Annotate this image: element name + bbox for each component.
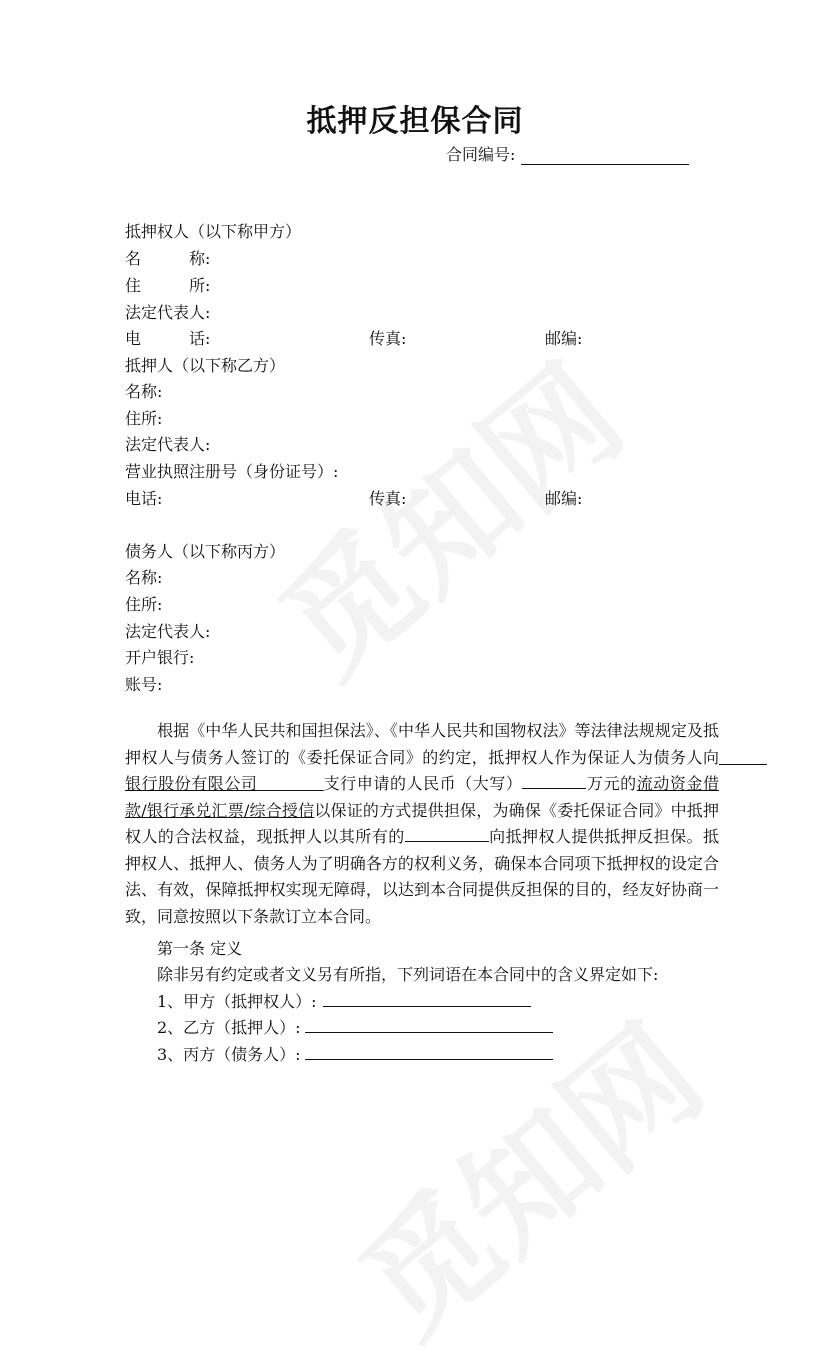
mortgagor-phone-label: 电话: [125,489,163,508]
mortgagor-fax-label: 传真: [369,489,407,508]
debtor-heading: 债务人（以下称丙方） [125,542,286,561]
definition-1-blank [323,990,531,1007]
property-blank [405,825,489,842]
preamble-text-3: 万元的 [586,774,637,793]
debtor-address-label: 住所: [125,595,163,614]
mortgagor-postcode-label: 邮编: [545,489,583,508]
mortgagee-name-label: 名 称: [125,249,211,268]
mortgagor-address-label: 住所: [125,409,163,428]
definition-2-blank [305,1016,553,1033]
contract-number [446,142,689,165]
debtor-account-label: 账号: [125,675,163,694]
mortgagor-rep-label: 法定代表人: [125,435,211,454]
bank-name-text: 银行股份有限公司 [125,774,258,793]
definition-2 [125,1015,553,1038]
debtor-name-label: 名称: [125,568,163,587]
article-1-heading: 第一条 定义 [125,939,243,958]
definition-2-label: 2、乙方（抵押人）: [125,1018,301,1037]
mortgagee-phone-label: 电 话: [125,329,211,348]
mortgagee-heading: 抵押权人（以下称甲方） [125,222,302,241]
mortgagor-heading: 抵押人（以下称乙方） [125,356,286,375]
definition-1 [125,989,531,1012]
definition-1-label: 1、甲方（抵押权人）: [125,992,317,1011]
document-title: 抵押反担保合同 [306,104,524,139]
amount-blank [522,772,586,789]
contract-number-blank [521,146,689,165]
debtor-bank-label: 开户银行: [125,648,195,667]
mortgagee-fax-label: 传真: [369,329,407,348]
preamble-text-5: 向抵押权人提供抵押反担保。抵押权人、抵押人、债务人为了明确各方的权利义务，确保本合同项下抵押权的设定合法、有效，保障抵押权实现无障碍，以达到本合同提供反担保的目的，经友好协商一致，同意按照以下条款订立本合同。 [125,827,719,926]
mortgagee-rep-label: 法定代表人: [125,303,211,322]
watermark [236,317,655,711]
preamble-paragraph [125,718,719,930]
mortgagee-address-label: 住 所: [125,276,211,295]
debtor-rep-label: 法定代表人: [125,622,211,641]
preamble-text-1: 根据《中华人民共和国担保法》、《中华人民共和国物权法》等法律法规规定及抵押权人与债务人签订的《委托保证合同》的约定，抵押权人作为保证人为债务人向 [125,721,719,767]
definition-3-blank [305,1043,553,1060]
preamble-text-2: 支行申请的人民币（大写） [323,774,523,793]
contract-number-label: 合同编号: [446,145,516,164]
loan-types: 流动资金借款/银行承兑汇票/综合授信 [125,774,719,820]
definition-3-label: 3、丙方（债务人）: [125,1045,301,1064]
article-1-intro: 除非另有约定或者文义另有所指，下列词语在本合同中的含义界定如下: [125,965,659,984]
mortgagor-license-label: 营业执照注册号（身份证号）: [125,462,339,481]
definition-3 [125,1042,553,1065]
mortgagee-postcode-label: 邮编: [545,329,583,348]
preamble-text-4: 以保证的方式提供担保，为确保《委托保证合同》中抵押权人的合法权益，现抵押人以其所有的 [125,800,719,846]
mortgagor-name-label: 名称: [125,382,163,401]
